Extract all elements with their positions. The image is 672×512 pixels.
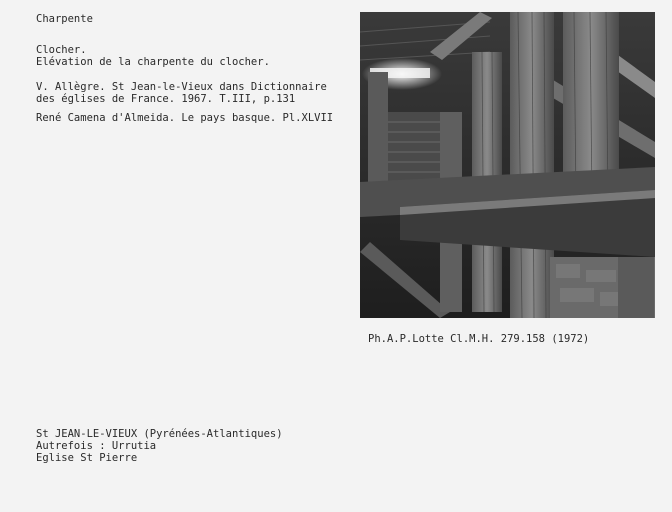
reference-line-3: René Camena d'Almeida. Le pays basque. Pl.XLVII	[36, 112, 334, 124]
location-line-3: Eglise St Pierre	[36, 452, 138, 464]
subject-text: Clocher.	[36, 44, 87, 56]
description-text: Elévation de la charpente du clocher.	[36, 56, 270, 68]
location-line-2: Autrefois : Urrutia	[36, 440, 157, 452]
belfry-framework-photo	[360, 12, 655, 318]
reference-line-1: V. Allègre. St Jean-le-Vieux dans Dictionnaire	[36, 81, 327, 93]
location-line-1: St JEAN-LE-VIEUX (Pyrénées-Atlantiques)	[36, 428, 283, 440]
photograph	[360, 12, 655, 318]
photo-credit: Ph.A.P.Lotte Cl.M.H. 279.158 (1972)	[368, 333, 590, 345]
reference-line-2: des églises de France. 1967. T.III, p.131	[36, 93, 296, 105]
card-header: Charpente	[36, 13, 93, 25]
